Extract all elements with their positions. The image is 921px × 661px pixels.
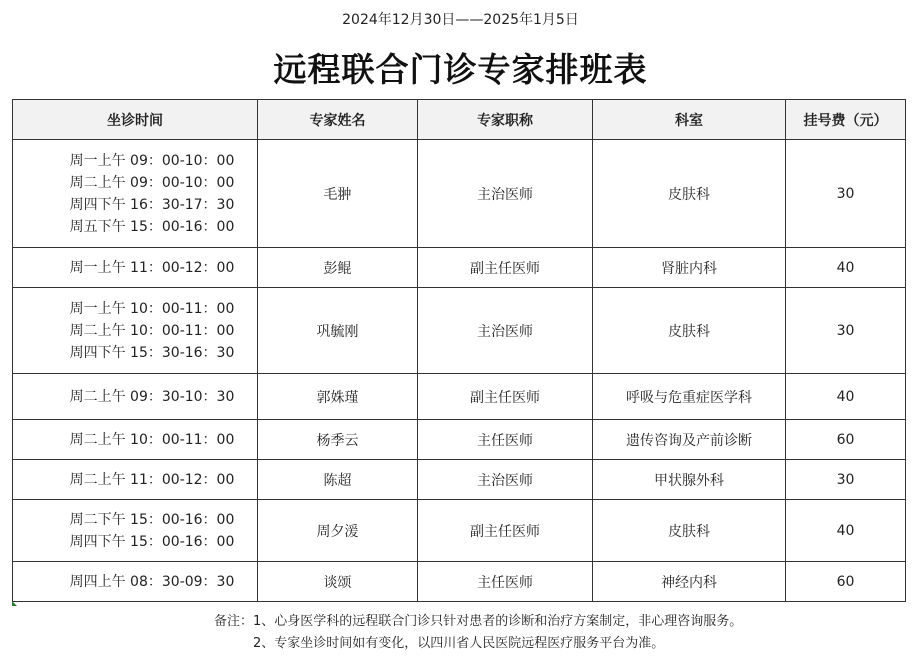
cell-fee: 40 — [786, 374, 906, 420]
cell-time — [13, 500, 258, 562]
time-slot: 周四下午 16：30-17：30 — [69, 196, 235, 213]
cell-title: 主治医师 — [418, 288, 593, 374]
cell-department: 皮肤科 — [593, 500, 786, 562]
cell-title: 主任医师 — [418, 562, 593, 602]
time-slot: 周四下午 15：00-16：00 — [69, 533, 235, 550]
column-header-fee: 挂号费（元） — [786, 100, 906, 140]
cell-time — [13, 288, 258, 374]
schedule-table — [12, 99, 906, 602]
column-header-time: 坐诊时间 — [13, 100, 258, 140]
cell-time — [13, 562, 258, 602]
cell-title: 主治医师 — [418, 140, 593, 248]
cell-fee: 30 — [786, 460, 906, 500]
cell-fee: 60 — [786, 562, 906, 602]
cell-title: 主治医师 — [418, 460, 593, 500]
cell-name: 毛翀 — [258, 140, 418, 248]
table-row — [13, 248, 906, 288]
note-line-2: 2、专家坐诊时间如有变化，以四川省人民医院远程医疗服务平台为准。 — [253, 636, 665, 651]
time-slot: 周二上午 09：00-10：00 — [69, 174, 235, 191]
cell-department: 肾脏内科 — [593, 248, 786, 288]
date-range: 2024年12月30日——2025年1月5日 — [342, 12, 579, 28]
time-slot: 周一上午 10：00-11：00 — [69, 300, 235, 317]
cell-title: 副主任医师 — [418, 248, 593, 288]
cell-fee: 30 — [786, 288, 906, 374]
cell-time — [13, 248, 258, 288]
table-header-row — [13, 100, 906, 140]
cell-department: 甲状腺外科 — [593, 460, 786, 500]
table-row — [13, 140, 906, 248]
time-slot: 周四上午 08：30-09：30 — [69, 573, 235, 590]
cell-time — [13, 374, 258, 420]
table-row — [13, 460, 906, 500]
cell-name: 周夕湲 — [258, 500, 418, 562]
time-slot: 周四下午 15：30-16：30 — [69, 344, 235, 361]
time-slot: 周二上午 10：00-11：00 — [69, 322, 235, 339]
cell-fee: 30 — [786, 140, 906, 248]
page-title: 远程联合门诊专家排班表 — [273, 50, 648, 89]
cell-time — [13, 140, 258, 248]
cell-name: 彭鲲 — [258, 248, 418, 288]
note-line-1: 备注：1、心身医学科的远程联合门诊只针对患者的诊断和治疗方案制定，非心理咨询服务。 — [214, 614, 743, 629]
time-slot: 周一上午 11：00-12：00 — [69, 259, 235, 276]
time-slot: 周二上午 11：00-12：00 — [69, 471, 235, 488]
column-header-name: 专家姓名 — [258, 100, 418, 140]
cell-department: 神经内科 — [593, 562, 786, 602]
cell-fee: 60 — [786, 420, 906, 460]
table-row — [13, 288, 906, 374]
cell-title: 副主任医师 — [418, 500, 593, 562]
cell-department: 皮肤科 — [593, 140, 786, 248]
column-header-title: 专家职称 — [418, 100, 593, 140]
cell-name: 郭姝瑾 — [258, 374, 418, 420]
cell-fee: 40 — [786, 500, 906, 562]
cell-name: 陈超 — [258, 460, 418, 500]
cell-department: 呼吸与危重症医学科 — [593, 374, 786, 420]
cell-name: 杨季云 — [258, 420, 418, 460]
notes — [214, 611, 742, 655]
cell-title: 副主任医师 — [418, 374, 593, 420]
column-header-department: 科室 — [593, 100, 786, 140]
cell-name: 巩毓刚 — [258, 288, 418, 374]
time-slot: 周五下午 15：00-16：00 — [69, 218, 235, 235]
table-row — [13, 420, 906, 460]
time-slot: 周二上午 10：00-11：00 — [69, 431, 235, 448]
cell-title: 主任医师 — [418, 420, 593, 460]
time-slot: 周二下午 15：00-16：00 — [69, 511, 235, 528]
cell-time — [13, 420, 258, 460]
cell-fee: 40 — [786, 248, 906, 288]
cell-department: 遗传咨询及产前诊断 — [593, 420, 786, 460]
table-row — [13, 562, 906, 602]
time-slot: 周一上午 09：00-10：00 — [69, 152, 235, 169]
table-row — [13, 500, 906, 562]
cell-department: 皮肤科 — [593, 288, 786, 374]
table-row — [13, 374, 906, 420]
time-slot: 周二上午 09：30-10：30 — [69, 388, 235, 405]
cell-name: 谈颂 — [258, 562, 418, 602]
cell-time — [13, 460, 258, 500]
